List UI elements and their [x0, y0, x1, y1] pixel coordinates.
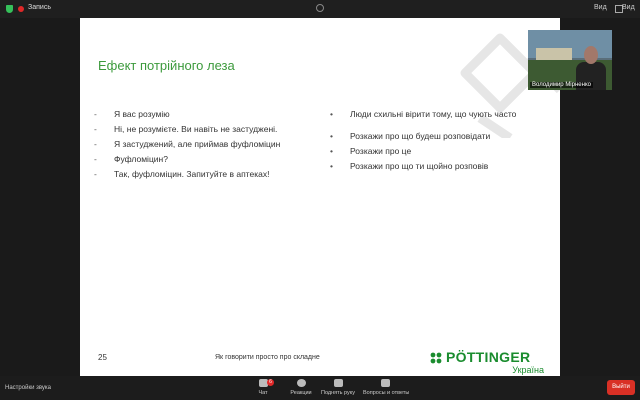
participant-video-tile[interactable] [528, 30, 612, 90]
list-item [330, 106, 555, 121]
list-item [94, 136, 324, 151]
chat-button[interactable] [243, 379, 283, 399]
list-item [330, 128, 555, 143]
reactions-label: Реакции [290, 390, 312, 396]
pottinger-logo [430, 349, 550, 375]
chat-label: Чат [258, 390, 268, 396]
list-item [94, 151, 324, 166]
dash-marker: - [94, 123, 97, 134]
list-item [94, 121, 324, 136]
meeting-top-bar [0, 0, 640, 18]
raise-hand-label: Поднять руку [321, 390, 355, 396]
list-item [94, 106, 324, 121]
bullet-marker: • [330, 160, 333, 171]
list-item-text: Я вас розумію [114, 108, 170, 119]
shared-slide [80, 18, 560, 376]
dash-marker: - [94, 168, 97, 179]
bullet-marker: • [330, 108, 333, 119]
bullet-marker: • [330, 145, 333, 156]
list-item-text: Люди схильні вірити тому, що чують часто [350, 108, 517, 119]
list-item-text: Так, фуфломіцин. Запитуйте в аптеках! [114, 168, 270, 179]
audio-settings-button[interactable]: Настройки звука [5, 385, 51, 391]
meeting-controls-bar [0, 376, 640, 400]
view-label[interactable]: Вид [594, 4, 607, 11]
participant-head [584, 46, 598, 64]
list-item-text: Розкажи про що ти щойно розповів [350, 160, 489, 171]
slide-title: Ефект потрійного леза [98, 58, 235, 73]
list-item [94, 166, 324, 181]
participant-name-label: Володимир Мірненко [532, 82, 591, 88]
list-item [330, 143, 555, 158]
dash-marker: - [94, 108, 97, 119]
speaker-view-label[interactable]: Вид [622, 4, 635, 11]
raise-hand-button[interactable] [318, 379, 358, 399]
qa-label: Вопросы и ответы [363, 390, 410, 396]
bullet-marker: • [330, 130, 333, 141]
dash-marker: - [94, 153, 97, 164]
list-item-text: Я застуджений, але приймав фуфломіцин [114, 138, 281, 149]
dash-marker: - [94, 138, 97, 149]
slide-page-number: 25 [98, 353, 107, 362]
leave-meeting-button[interactable]: Выйти [607, 380, 635, 395]
qa-button[interactable] [363, 379, 410, 399]
raise-hand-icon [334, 379, 343, 387]
left-bullet-list [94, 106, 324, 181]
list-item [330, 158, 555, 173]
list-item-text: Розкажи про це [350, 145, 412, 156]
list-item-text: Ні, не розумієте. Ви навіть не застуджені. [114, 123, 278, 134]
center-status-icon [316, 4, 324, 12]
logo-text: PÖTTINGER [446, 349, 531, 365]
slide-footer-text: Як говорити просто про складне [215, 354, 320, 361]
chat-unread-badge: 6 [267, 379, 274, 386]
logo-subtitle: Україна [512, 365, 544, 375]
logo-mark-icon [430, 352, 442, 364]
reactions-icon [297, 379, 306, 387]
list-item-text: Розкажи про що будеш розповідати [350, 130, 491, 141]
recording-label[interactable]: Запись [28, 4, 51, 11]
list-item-text: Фуфломіцин? [114, 153, 168, 164]
reactions-button[interactable] [281, 379, 321, 399]
encryption-shield-icon[interactable] [6, 5, 13, 13]
qa-icon [381, 379, 390, 387]
recording-icon [18, 6, 24, 12]
right-bullet-list [330, 106, 555, 173]
